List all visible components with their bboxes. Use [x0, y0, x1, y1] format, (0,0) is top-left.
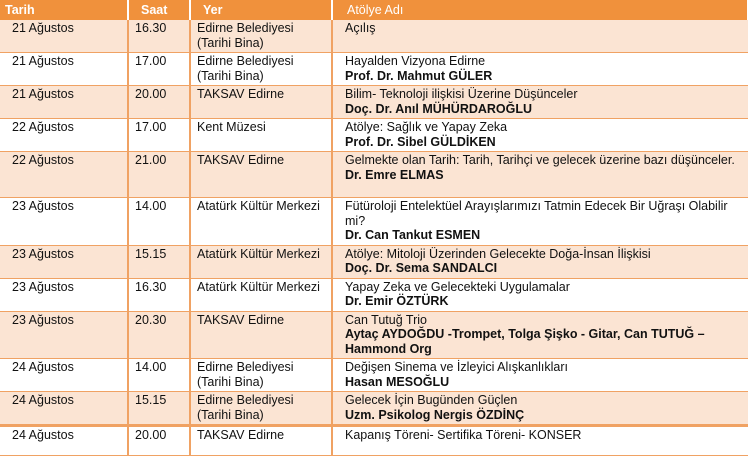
cell-date: 23 Ağustos [0, 278, 128, 311]
session-speaker: Aytaç AYDOĞDU -Trompet, Tolga Şişko - Gitar, Can TUTUĞ – Hammond Org [345, 327, 705, 356]
cell-place: Edirne Belediyesi (Tarihi Bina) [190, 359, 332, 392]
cell-date: 23 Ağustos [0, 311, 128, 359]
cell-title [332, 20, 748, 53]
cell-title [332, 86, 748, 119]
cell-title [332, 359, 748, 392]
cell-date: 24 Ağustos [0, 426, 128, 456]
session-title: Bilim- Teknoloji ilişkisi Üzerine Düşünceler [345, 87, 578, 101]
session-title: Atölye: Mitoloji Üzerinden Gelecekte Doğa-İnsan İlişkisi [345, 246, 651, 261]
cell-time: 17.00 [128, 53, 190, 86]
session-speaker: Hasan MESOĞLU [345, 374, 450, 389]
cell-place: Edirne Belediyesi (Tarihi Bina) [190, 392, 332, 426]
table-row [0, 86, 748, 119]
cell-place: TAKSAV Edirne [190, 426, 332, 456]
session-title: Gelmekte olan Tarih: Tarih, Tarihçi ve gelecek üzerine bazı düşünceler. [345, 153, 735, 167]
cell-place: Edirne Belediyesi (Tarihi Bina) [190, 53, 332, 86]
cell-place: TAKSAV Edirne [190, 311, 332, 359]
cell-time: 16.30 [128, 278, 190, 311]
cell-date: 23 Ağustos [0, 198, 128, 246]
table-row [0, 392, 748, 426]
cell-date: 24 Ağustos [0, 392, 128, 426]
cell-time: 21.00 [128, 152, 190, 198]
session-title: Gelecek İçin Bugünden Güçlen [345, 393, 518, 407]
session-speaker: Doç. Dr. Sema SANDALCI [345, 261, 498, 275]
session-title: Değişen Sinema ve İzleyici Alışkanlıkları [345, 360, 569, 374]
cell-time: 15.15 [128, 392, 190, 426]
cell-time: 16.30 [128, 20, 190, 53]
session-title: Kapanış Töreni- Sertifika Töreni- KONSER [345, 428, 582, 442]
cell-time: 15.15 [128, 245, 190, 278]
session-speaker: Dr. Emir ÖZTÜRK [345, 294, 449, 308]
cell-date: 21 Ağustos [0, 86, 128, 119]
session-speaker: Dr. Can Tankut ESMEN [345, 228, 481, 242]
cell-date: 22 Ağustos [0, 119, 128, 152]
table-row [0, 198, 748, 246]
header-time: Saat [128, 0, 190, 20]
cell-title [332, 311, 748, 359]
cell-place: Atatürk Kültür Merkezi [190, 278, 332, 311]
table-row [0, 278, 748, 311]
session-speaker: Uzm. Psikolog Nergis ÖZDİNÇ [345, 407, 525, 422]
cell-title [332, 426, 748, 456]
table-row [0, 20, 748, 53]
session-title: Atölye: Sağlık ve Yapay Zeka [345, 120, 508, 134]
cell-title [332, 278, 748, 311]
table-row [0, 426, 748, 456]
cell-title [332, 152, 748, 198]
table-row [0, 245, 748, 278]
header-place: Yer [190, 0, 332, 20]
header-row [0, 0, 748, 20]
cell-date: 21 Ağustos [0, 20, 128, 53]
cell-title [332, 119, 748, 152]
cell-title [332, 198, 748, 246]
session-speaker: Doç. Dr. Anıl MÜHÜRDAROĞLU [345, 101, 533, 116]
cell-date: 22 Ağustos [0, 152, 128, 198]
cell-title [332, 53, 748, 86]
cell-date: 21 Ağustos [0, 53, 128, 86]
cell-time: 14.00 [128, 359, 190, 392]
table-row [0, 311, 748, 359]
cell-date: 24 Ağustos [0, 359, 128, 392]
session-speaker: Dr. Emre ELMAS [345, 167, 444, 182]
cell-time: 20.00 [128, 426, 190, 456]
session-title: Hayalden Vizyona Edirne [345, 54, 486, 68]
table-row [0, 359, 748, 392]
cell-time: 20.30 [128, 311, 190, 359]
session-speaker: Prof. Dr. Sibel GÜLDİKEN [345, 134, 496, 149]
session-speaker: Prof. Dr. Mahmut GÜLER [345, 68, 493, 83]
cell-title [332, 245, 748, 278]
header-title: Atölye Adı [332, 0, 748, 20]
session-title: Can Tutuğ Trio [345, 312, 427, 327]
cell-time: 14.00 [128, 198, 190, 246]
session-title: Açılış [345, 21, 376, 35]
cell-place: TAKSAV Edirne [190, 86, 332, 119]
session-title: Yapay Zeka ve Gelecekteki Uygulamalar [345, 279, 570, 294]
cell-title [332, 392, 748, 426]
cell-place: Atatürk Kültür Merkezi [190, 198, 332, 246]
table-row [0, 152, 748, 198]
cell-time: 17.00 [128, 119, 190, 152]
cell-place: Edirne Belediyesi (Tarihi Bina) [190, 20, 332, 53]
table-row [0, 53, 748, 86]
cell-place: Kent Müzesi [190, 119, 332, 152]
table-row [0, 119, 748, 152]
session-title: Fütüroloji Entelektüel Arayışlarımızı Tatmin Edecek Bir Uğraşı Olabilir mi? [345, 199, 728, 228]
cell-place: TAKSAV Edirne [190, 152, 332, 198]
cell-time: 20.00 [128, 86, 190, 119]
cell-place: Atatürk Kültür Merkezi [190, 245, 332, 278]
header-date: Tarih [0, 0, 128, 20]
cell-date: 23 Ağustos [0, 245, 128, 278]
